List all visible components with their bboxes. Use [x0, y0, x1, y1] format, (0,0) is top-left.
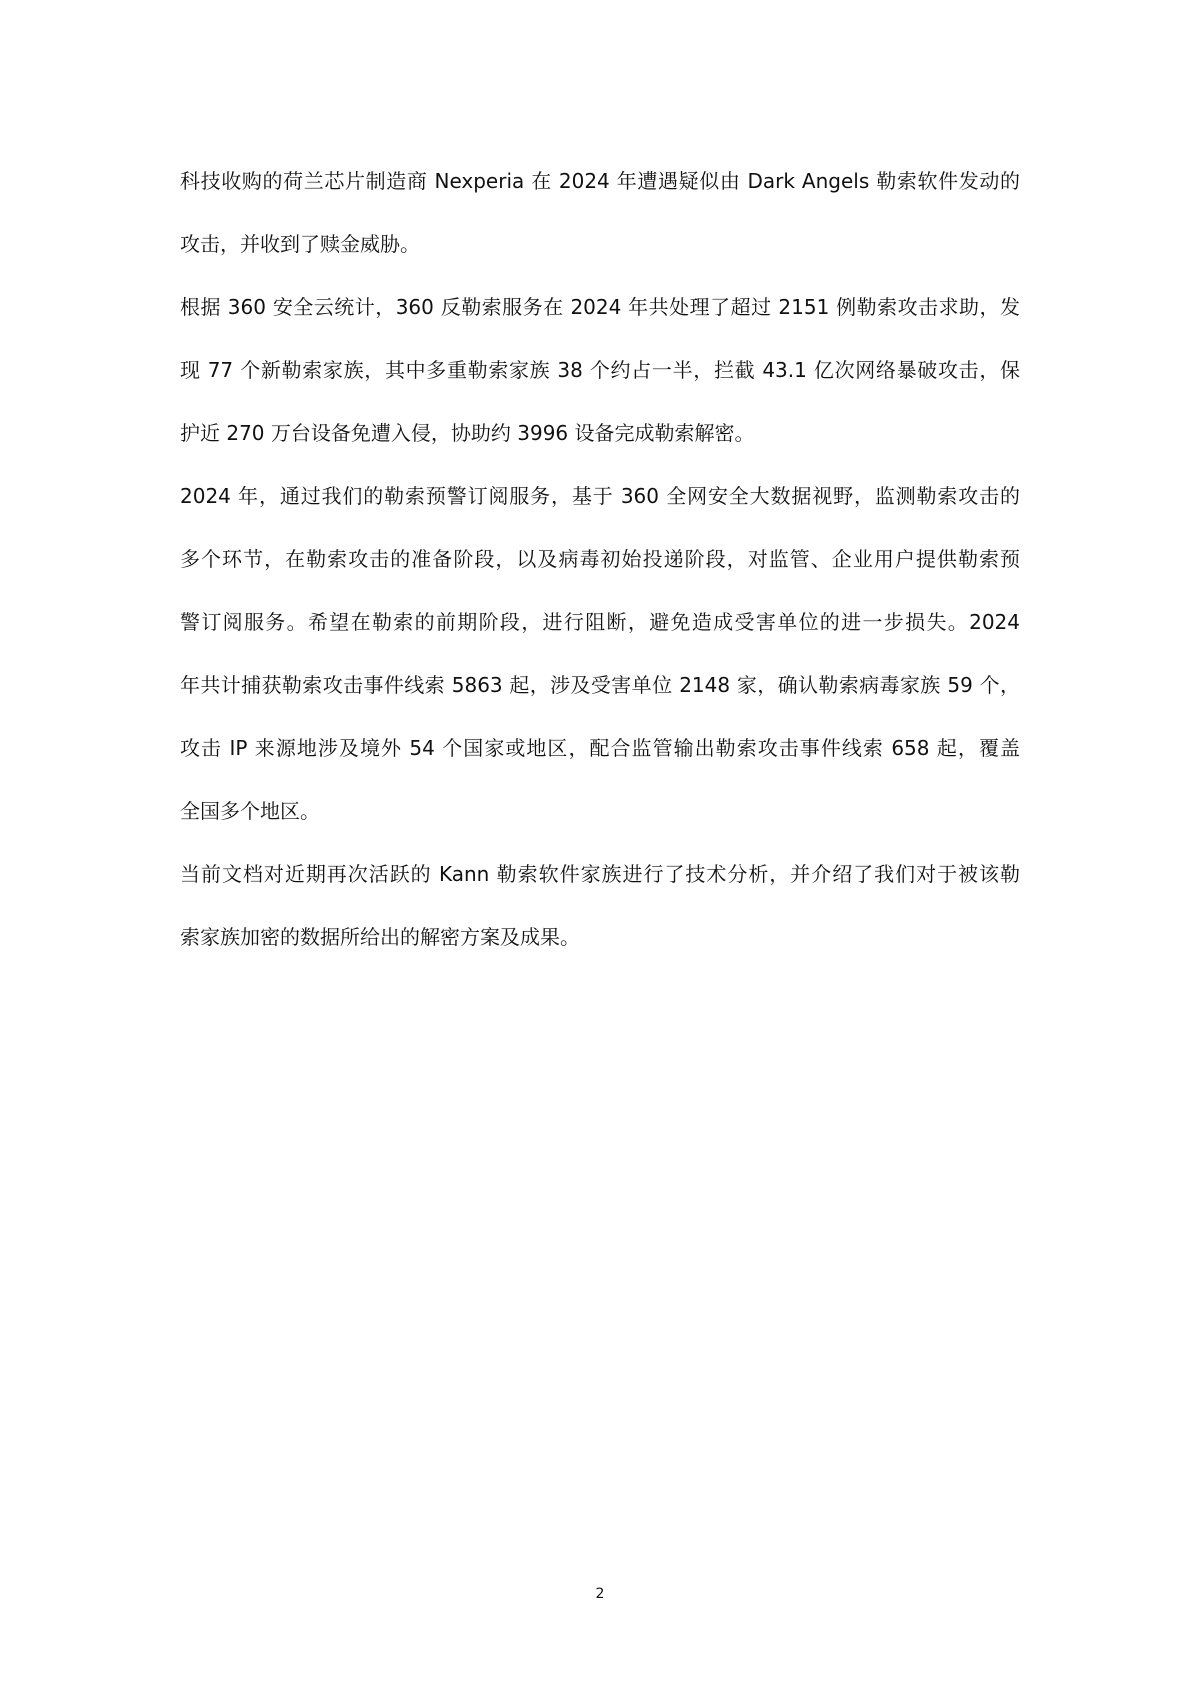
paragraph-line: 攻击，并收到了赎金威胁。	[180, 232, 420, 256]
paragraph-4	[180, 843, 1020, 969]
paragraph-line: 根据 360 安全云统计，360 反勒索服务在 2024 年共处理了超过 2151 例勒索攻击求助，发	[180, 295, 1020, 319]
paragraph-line: 护近 270 万台设备免遭入侵，协助约 3996 设备完成勒索解密。	[180, 421, 755, 445]
paragraph-line: 年共计捕获勒索攻击事件线索 5863 起，涉及受害单位 2148 家，确认勒索病毒家族 59 个，	[180, 673, 1020, 697]
paragraph-line: 当前文档对近期再次活跃的 Kann 勒索软件家族进行了技术分析，并介绍了我们对于被该勒	[180, 862, 1020, 886]
paragraph-line: 2024 年，通过我们的勒索预警订阅服务，基于 360 全网安全大数据视野，监测勒索攻击的	[180, 484, 1020, 508]
paragraph-line: 多个环节，在勒索攻击的准备阶段，以及病毒初始投递阶段，对监管、企业用户提供勒索预	[180, 547, 1020, 571]
paragraph-line: 攻击 IP 来源地涉及境外 54 个国家或地区，配合监管输出勒索攻击事件线索 658 起，覆盖	[180, 736, 1020, 760]
paragraph-line: 全国多个地区。	[180, 799, 320, 823]
paragraph-line: 现 77 个新勒索家族，其中多重勒索家族 38 个约占一半，拦截 43.1 亿次网络暴破攻击，保	[180, 358, 1020, 382]
paragraph-line: 索家族加密的数据所给出的解密方案及成果。	[180, 925, 580, 949]
paragraph-3	[180, 465, 1020, 843]
paragraph-2	[180, 276, 1020, 465]
page-number: 2	[595, 1586, 605, 1602]
paragraph-line: 警订阅服务。希望在勒索的前期阶段，进行阻断，避免造成受害单位的进一步损失。2024	[180, 610, 1020, 634]
paragraph-line: 科技收购的荷兰芯片制造商 Nexperia 在 2024 年遭遇疑似由 Dark Angels 勒索软件发动的	[180, 169, 1020, 193]
document-body	[180, 150, 1020, 969]
paragraph-1	[180, 150, 1020, 276]
